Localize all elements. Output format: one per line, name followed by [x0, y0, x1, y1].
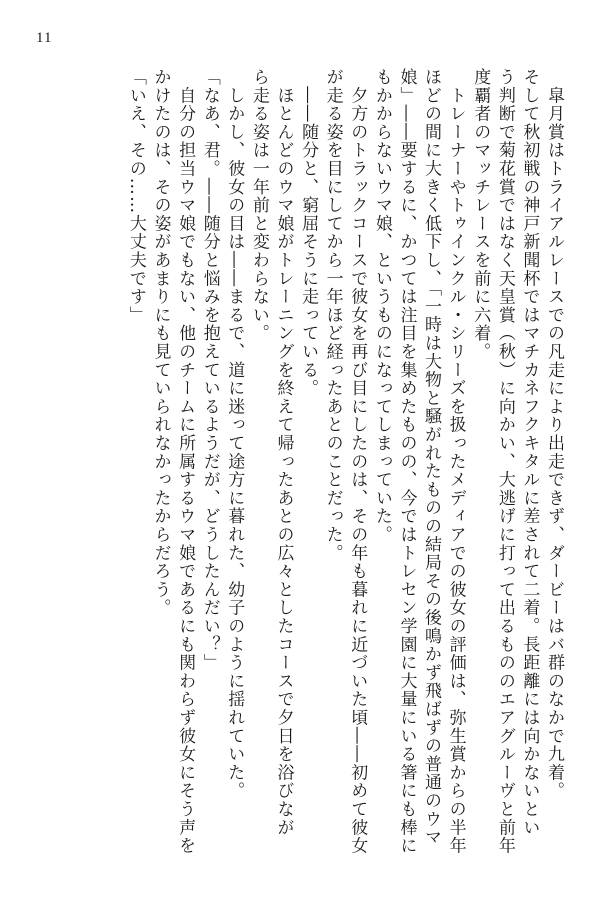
- text-line: 「なあ、君。――随分と悩みを抱えているようだが、どうしたんだい？」: [199, 68, 220, 672]
- text-line: ――随分と、窮屈そうに走っている。: [298, 68, 319, 398]
- text-line: 自分の担当ウマ娘でもない、他のチームに所属するウマ娘であるにも関わらず彼女にそう声を: [175, 68, 196, 855]
- text-line: 度覇者のマッチレースを前に六着。: [470, 68, 491, 361]
- text-line: ほとんどのウマ娘がトレーニングを終えて帰ったあとの広々としたコースで夕日を浴びなが: [273, 68, 294, 837]
- text-line: う判断で菊花賞ではなく天皇賞（秋）に向かい、大逃げに打って出るもののエアグルーヴと前年: [494, 68, 515, 855]
- text-line: 夕方のトラックコースで彼女を再び目にしたのは、その年も暮れに近づいた頃――初めて彼女: [347, 68, 368, 855]
- page-number: 11: [36, 30, 53, 46]
- text-line: ほどの間に大きく低下し、「一時は大物と騒がれたものの結局その後鳴かず飛ばずの普通のウマ: [421, 68, 442, 847]
- text-line: 皐月賞はトライアルレースでの凡走により出走できず、ダービーはバ群のなかで九着。: [544, 68, 564, 800]
- text-line: ら走る姿は一年前と変わらない。: [248, 68, 269, 343]
- text-line: 娘」――要するに、かつては注目を集めたものの、今ではトレセン学園に大量にいる箸にも棒に: [396, 68, 417, 855]
- text-line: が走る姿を目にしてから一年ほど経ったあとのことだった。: [322, 68, 343, 563]
- text-line: もかからないウマ娘、というものになってしまっていた。: [371, 68, 392, 544]
- text-line: そして秋初戦の神戸新聞杯ではマチカネフクキタルに差されて二着。長距離には向かないとい: [519, 68, 540, 837]
- text-line: しかし、彼女の目は――まるで、道に迷って途方に暮れた、幼子のように揺れていた。: [224, 68, 245, 800]
- text-line: かけたのは、その姿があまりにも見ていられなかったからだろう。: [150, 68, 171, 617]
- text-line: トレーナーやトゥインクル・シリーズを扱ったメディアでの彼女の評価は、弥生賞からの半年: [445, 68, 466, 855]
- text-line: 「いえ、その……大丈夫です」: [125, 68, 146, 325]
- vertical-body-text: [40, 68, 566, 868]
